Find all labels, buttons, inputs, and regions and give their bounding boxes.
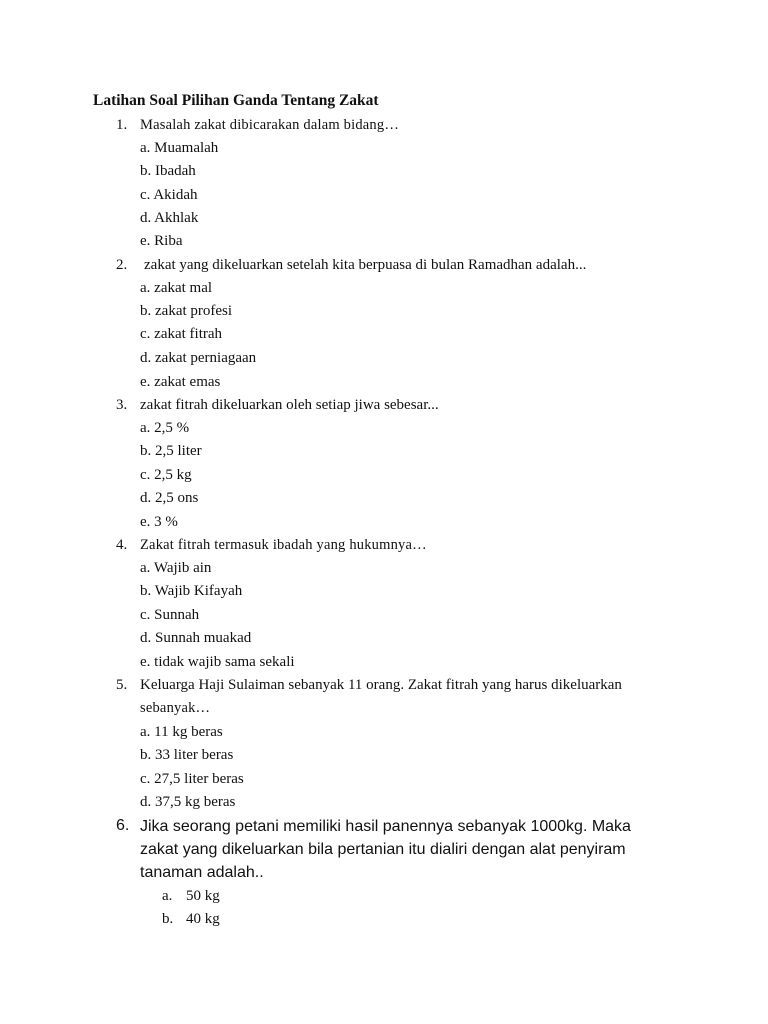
question-6-text-line-2: zakat yang dikeluarkan bila pertanian itu dialiri dengan alat penyiram (140, 841, 626, 858)
question-4-number: 4. (116, 537, 128, 553)
question-1-text: Masalah zakat dibicarakan dalam bidang… (140, 117, 400, 133)
question-4-option-a: a. Wajib ain (140, 560, 212, 576)
question-2-option-c: c. zakat fitrah (140, 326, 223, 342)
question-6-option-a-text: 50 kg (186, 888, 220, 904)
question-1-option-a: a. Muamalah (140, 140, 219, 156)
question-3-text: zakat fitrah dikeluarkan oleh setiap jiwa sebesar... (140, 397, 439, 413)
question-2-text: zakat yang dikeluarkan setelah kita berpuasa di bulan Ramadhan adalah... (144, 257, 587, 273)
question-5-option-b: b. 33 liter beras (140, 747, 234, 763)
question-3-option-b: b. 2,5 liter (140, 443, 202, 459)
question-3-option-a: a. 2,5 % (140, 420, 190, 436)
question-3-number: 3. (116, 397, 128, 413)
question-5-option-c: c. 27,5 liter beras (140, 771, 244, 787)
question-6-option-a-letter: a. (162, 888, 173, 904)
question-4-option-c: c. Sunnah (140, 607, 200, 623)
question-4-option-b: b. Wajib Kifayah (140, 583, 243, 599)
question-1-option-e: e. Riba (140, 233, 183, 249)
question-2-option-b: b. zakat profesi (140, 303, 233, 319)
question-3-option-c: c. 2,5 kg (140, 467, 192, 483)
question-5-text-line-2: sebanyak… (140, 700, 211, 716)
question-1-number: 1. (116, 117, 128, 133)
question-4-text: Zakat fitrah termasuk ibadah yang hukumnya… (140, 537, 427, 553)
question-1-option-b: b. Ibadah (140, 163, 196, 179)
question-2-number: 2. (116, 257, 128, 273)
question-6-text-line-3: tanaman adalah.. (140, 864, 264, 881)
document-title: Latihan Soal Pilihan Ganda Tentang Zakat (93, 92, 379, 109)
question-6-number: 6. (116, 817, 130, 834)
question-3-option-d: d. 2,5 ons (140, 490, 199, 506)
question-4-option-d: d. Sunnah muakad (140, 630, 252, 646)
question-3-option-e: e. 3 % (140, 514, 178, 530)
question-2-option-a: a. zakat mal (140, 280, 213, 296)
question-2-option-d: d. zakat perniagaan (140, 350, 257, 366)
question-1-option-d: d. Akhlak (140, 210, 199, 226)
question-6-option-b-letter: b. (162, 911, 174, 927)
question-4-option-e: e. tidak wajib sama sekali (140, 654, 295, 670)
question-1-option-c: c. Akidah (140, 187, 198, 203)
question-5-option-a: a. 11 kg beras (140, 724, 223, 740)
question-5-number: 5. (116, 677, 128, 693)
question-6-text-line-1: Jika seorang petani memiliki hasil panennya sebanyak 1000kg. Maka (140, 818, 631, 835)
question-5-text-line-1: Keluarga Haji Sulaiman sebanyak 11 orang. Zakat fitrah yang harus dikeluarkan (140, 677, 622, 693)
question-6-option-b-text: 40 kg (186, 911, 220, 927)
question-5-option-d: d. 37,5 kg beras (140, 794, 236, 810)
question-2-option-e: e. zakat emas (140, 374, 221, 390)
